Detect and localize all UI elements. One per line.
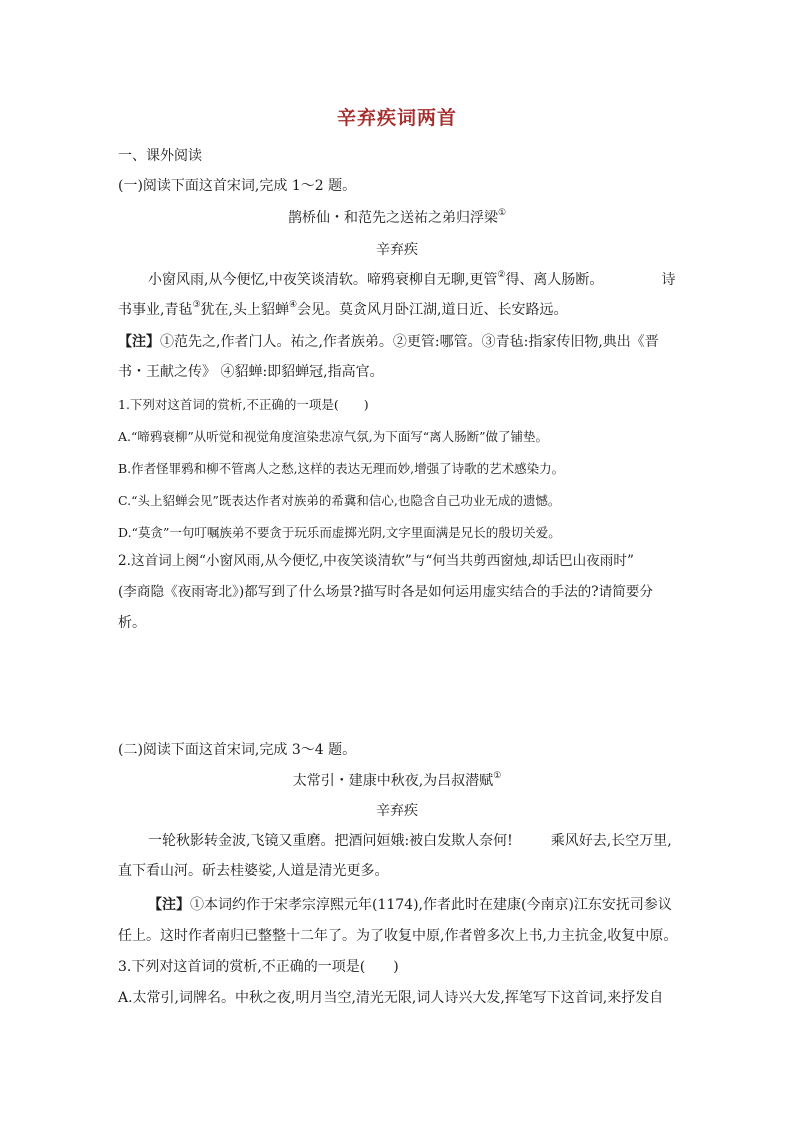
part1-poem-text: 会见。莫贪风月卧江湖,道日近、长安路远。	[297, 302, 568, 318]
part1-poem-title-text: 鹊桥仙・和范先之送祐之弟归浮梁	[287, 210, 498, 226]
footnote-marker: ③	[192, 300, 201, 310]
part1-poem-text: 犹在,头上貂蝉	[200, 302, 289, 318]
question-1-option-b: B.作者怪罪鸦和柳不管离人之愁,这样的表达无理而妙,增强了诗歌的艺术感染力。	[118, 461, 565, 476]
part1-note-line-2: 书・王献之传》 ④貂蝉:即貂蝉冠,指高官。	[118, 364, 384, 380]
part1-poem-line-1	[148, 270, 678, 290]
question-1-option-c: C.“头上貂蝉会见”既表达作者对族弟的希冀和信心,也隐含自己功业无成的遗憾。	[118, 493, 561, 508]
part2-poem-line-1	[148, 831, 678, 851]
part2-poem-title-text: 太常引・建康中秋夜,为吕叔潜赋	[292, 773, 494, 789]
note-text: ①本词约作于宋孝宗淳熙元年(1174),作者此时在建康(今南京)江东安抚司参议	[190, 897, 672, 913]
part1-poem-line-2	[118, 300, 678, 320]
part1-poem-text: 得、离人肠断。	[505, 272, 604, 288]
part2-intro: (二)阅读下面这首宋词,完成 3～4 题。	[118, 742, 357, 758]
question-3-stem: 3.下列对这首词的赏析,不正确的一项是( )	[118, 959, 399, 975]
part1-intro: (一)阅读下面这首宋词,完成 1～2 题。	[118, 178, 357, 194]
part2-poem-title-footnote: ①	[493, 771, 502, 781]
part1-poem-title-footnote: ①	[497, 208, 507, 218]
question-2-line-2: (李商隐《夜雨寄北》)都写到了什么场景?描写时各是如何运用虚实结合的手法的?请简要分	[118, 584, 653, 600]
part2-note-line-1	[148, 895, 678, 915]
part2-note-line-2: 任上。这时作者南归已整整十二年了。为了收复中原,作者曾多次上书,力主抗金,收复中原。	[118, 928, 678, 944]
question-2-line-1: 2.这首词上阕“小窗风雨,从今便忆,中夜笑谈清软”与“何当共剪西窗烛,却话巴山夜雨时”	[118, 553, 634, 569]
note-label: 【注】	[148, 897, 190, 913]
part1-author: 辛弃疾	[376, 242, 418, 258]
question-1-option-a: A.“啼鸦衰柳”从听觉和视觉角度渲染悲凉气氛,为下面写“离人肠断”做了铺垫。	[118, 429, 549, 444]
note-text: ①范先之,作者门人。祐之,作者族弟。②更管:哪管。③青毡:指家传旧物,典出《晋	[160, 334, 659, 350]
part1-poem-text: 书事业,青毡	[118, 302, 193, 318]
question-3-option-a: A.太常引,词牌名。中秋之夜,明月当空,清光无限,词人诗兴大发,挥笔写下这首词,来抒发自	[118, 990, 664, 1006]
part1-poem-text: 小窗风雨,从今便忆,中夜笑谈清软。啼鸦衰柳自无聊,更管	[148, 272, 498, 288]
part2-author: 辛弃疾	[376, 803, 418, 819]
question-1-option-d: D.“莫贪”一句叮嘱族弟不要贪于玩乐而虚掷光阴,文字里面满是兄长的殷切关爱。	[118, 525, 561, 540]
question-1-stem: 1.下列对这首词的赏析,不正确的一项是( )	[118, 397, 369, 412]
part2-poem-text: 一轮秋影转金波,飞镜又重磨。把酒问姮娥:被白发欺人奈何!	[148, 833, 513, 849]
part2-poem-title	[0, 771, 794, 791]
part2-poem-text: 乘风好去,长空万里,	[550, 833, 672, 849]
note-label: 【注】	[118, 334, 160, 350]
question-2-line-3: 析。	[118, 615, 146, 631]
section-heading: 一、课外阅读	[118, 148, 202, 164]
part1-note-line-1	[118, 332, 678, 352]
page-title: 辛弃疾词两首	[336, 107, 457, 129]
footnote-marker: ②	[497, 270, 506, 280]
footnote-marker: ④	[288, 300, 298, 310]
part2-poem-line-2: 直下看山河。斫去桂婆娑,人道是清光更多。	[118, 863, 389, 879]
part1-poem-title	[0, 208, 794, 228]
part1-poem-text: 诗	[661, 272, 676, 288]
